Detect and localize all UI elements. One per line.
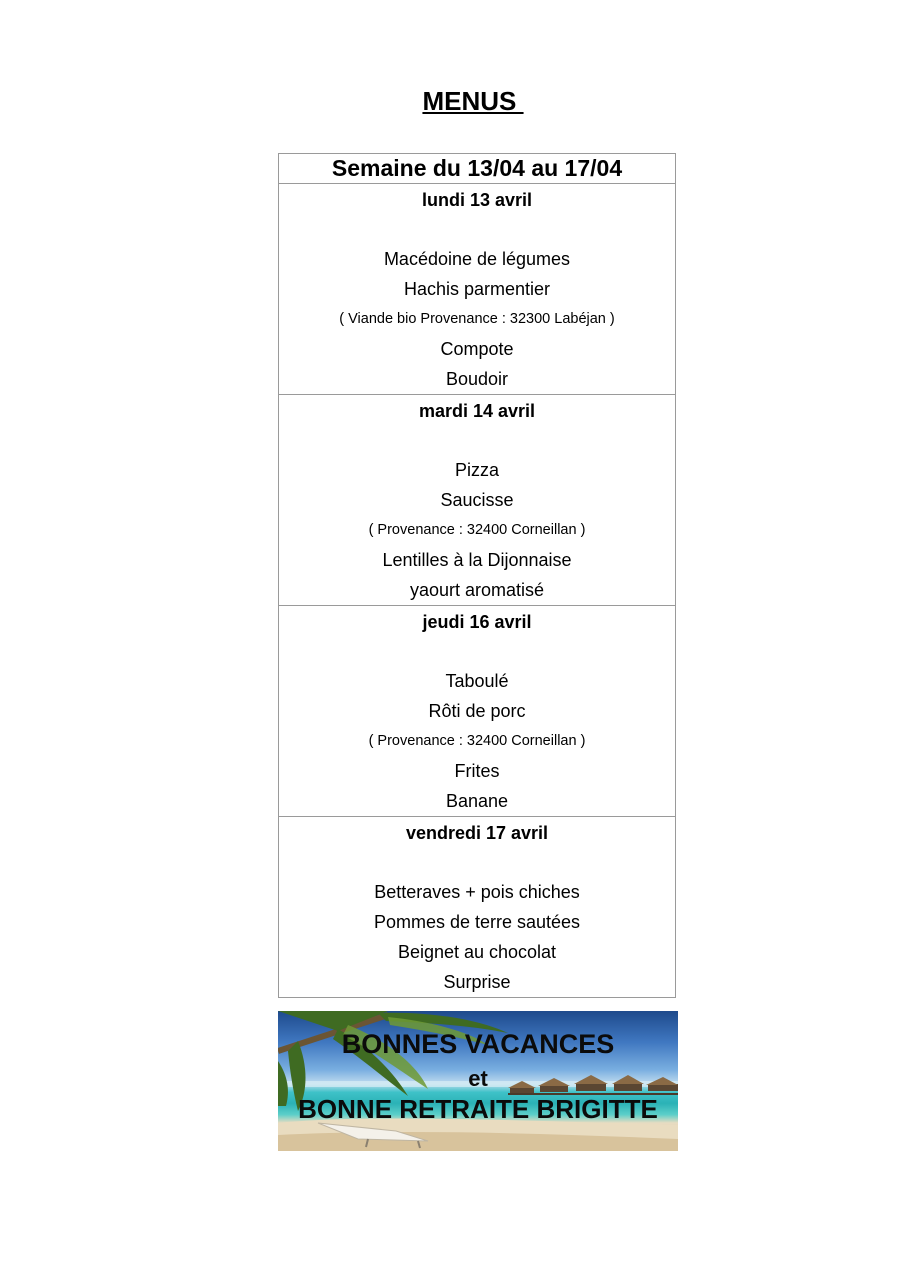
dish: Boudoir (445, 369, 509, 389)
dish: Pommes de terre sautées (373, 912, 581, 932)
dish: Beignet au chocolat (397, 942, 557, 962)
day-title: mardi 14 avril (418, 401, 536, 421)
banner-vacation-text: BONNES VACANCES (341, 1029, 615, 1059)
dish: Macédoine de légumes (383, 249, 571, 269)
dish: Betteraves + pois chiches (374, 882, 580, 902)
menu-table (278, 153, 676, 998)
dish-origin-note: ( Provenance : 32400 Corneillan ) (368, 522, 586, 538)
dish: Surprise (443, 972, 511, 992)
day-tuesday (279, 395, 675, 606)
day-title: jeudi 16 avril (422, 612, 532, 632)
dish: Compote (440, 339, 514, 359)
day-thursday (279, 606, 675, 817)
dish: Pizza (454, 460, 499, 480)
day-monday (279, 184, 675, 395)
dish: Taboulé (445, 671, 509, 691)
banner-et-text: et (468, 1066, 488, 1091)
dish: Saucisse (440, 490, 514, 510)
dish: Frites (454, 761, 500, 781)
week-header: Semaine du 13/04 au 17/04 (279, 154, 675, 184)
dish-origin-note: ( Viande bio Provenance : 32300 Labéjan ) (339, 311, 615, 327)
page-title: MENUS (422, 86, 524, 116)
dish: Banane (445, 791, 509, 811)
day-friday (279, 817, 675, 997)
dish: Hachis parmentier (403, 279, 551, 299)
dish: yaourt aromatisé (409, 580, 545, 600)
banner-retirement-text: BONNE RETRAITE BRIGITTE (298, 1094, 658, 1124)
day-title: vendredi 17 avril (405, 823, 549, 843)
dish-origin-note: ( Provenance : 32400 Corneillan ) (368, 733, 586, 749)
vacation-banner-image (278, 1011, 678, 1151)
dish: Rôti de porc (428, 701, 526, 721)
dish: Lentilles à la Dijonnaise (382, 550, 572, 570)
day-title: lundi 13 avril (421, 190, 533, 210)
